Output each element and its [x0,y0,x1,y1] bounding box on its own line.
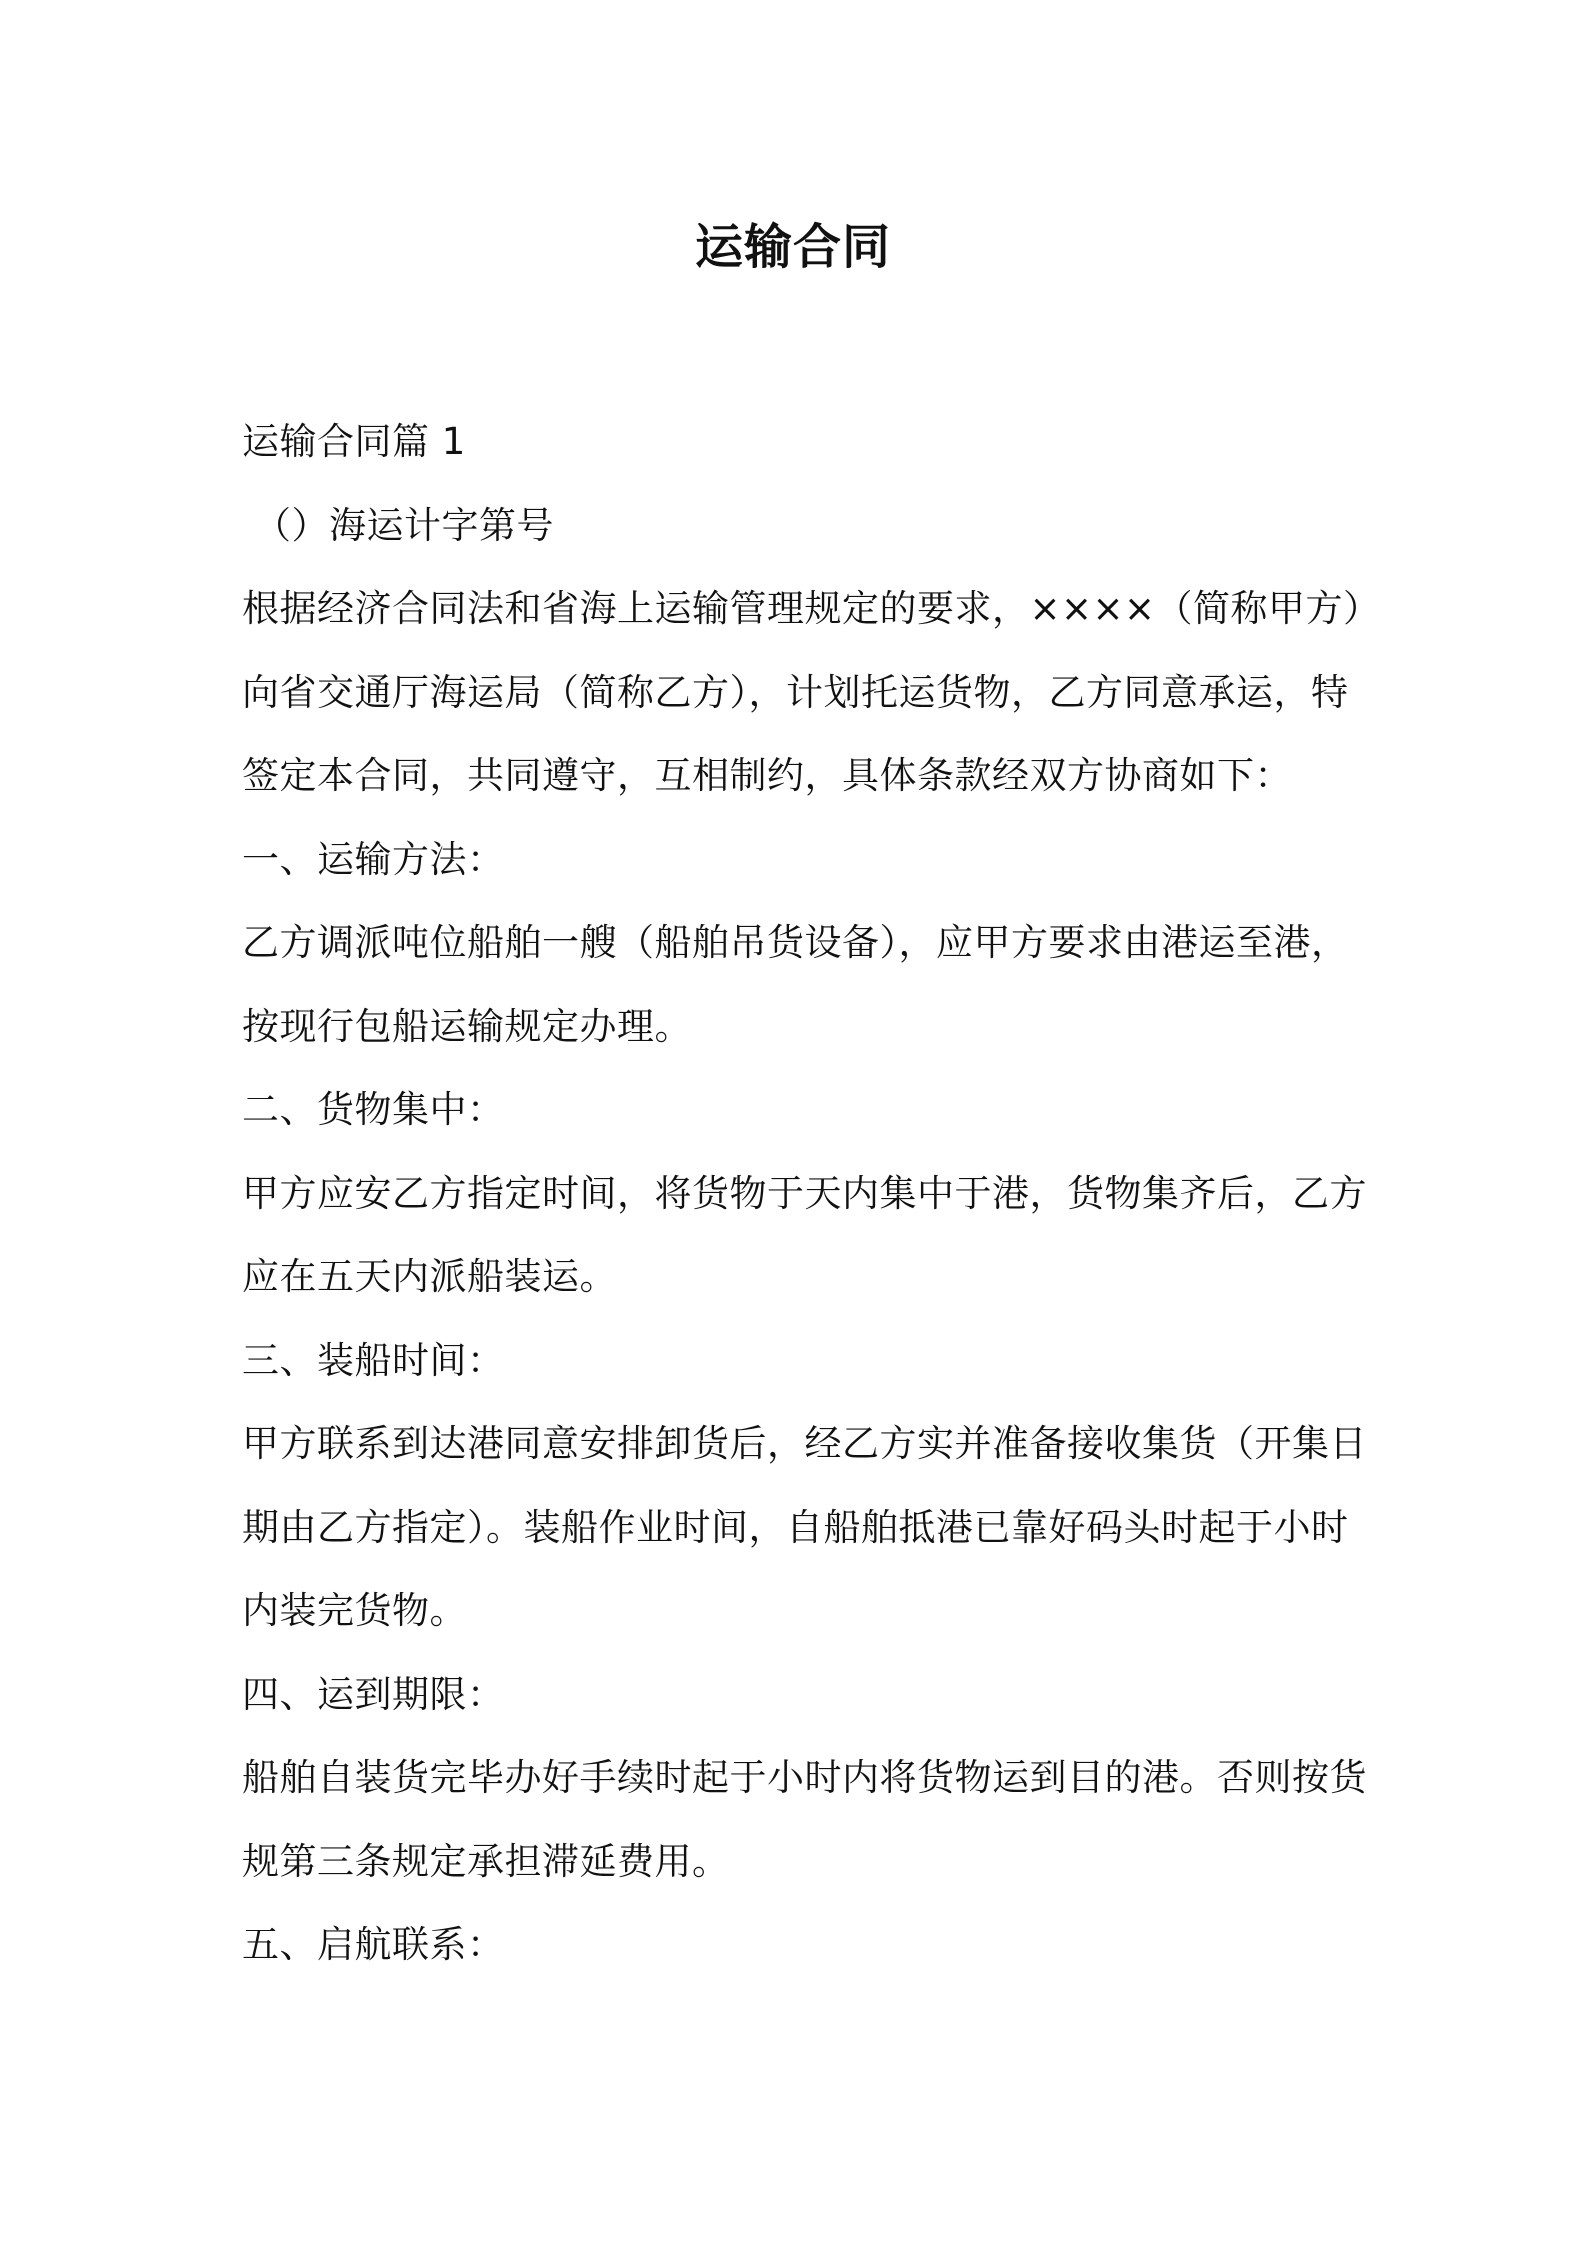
paragraph-line: 向省交通厅海运局（简称乙方），计划托运货物，乙方同意承运，特 [242,670,1349,714]
document-title: 运输合同 [694,219,891,275]
paragraph-line: 期由乙方指定）。装船作业时间，自船舶抵港已靠好码头时起于小时 [242,1505,1349,1549]
clause-heading: 五、启航联系： [242,1923,505,1966]
paragraph-line: 应在五天内派船装运。 [242,1255,617,1298]
section-heading: 运输合同篇 1 [242,420,466,463]
paragraph-line: 规第三条规定承担滞延费用。 [242,1839,730,1883]
paragraph-line: 甲方联系到达港同意安排卸货后，经乙方实并准备接收集货（开集日 [242,1422,1367,1465]
paragraph-line: 内装完货物。 [242,1589,467,1632]
contract-number: （）海运计字第号 [254,503,554,547]
clause-heading: 二、货物集中： [242,1088,505,1131]
document-body [242,400,1381,1987]
paragraph-line: 签定本合同，共同遵守，互相制约，具体条款经双方协商如下： [242,754,1292,797]
paragraph-line: 船舶自装货完毕办好手续时起于小时内将货物运到目的港。否则按货 [242,1756,1367,1799]
paragraph-line: 根据经济合同法和省海上运输管理规定的要求，××××（简称甲方） [242,587,1381,630]
clause-heading: 四、运到期限： [242,1672,505,1716]
paragraph-line: 甲方应安乙方指定时间，将货物于天内集中于港，货物集齐后，乙方 [242,1171,1367,1215]
clause-heading: 一、运输方法： [242,837,505,881]
clause-heading: 三、装船时间： [242,1338,505,1382]
paragraph-line: 乙方调派吨位船舶一艘（船舶吊货设备），应甲方要求由港运至港， [242,921,1349,964]
paragraph-line: 按现行包船运输规定办理。 [242,1004,692,1048]
